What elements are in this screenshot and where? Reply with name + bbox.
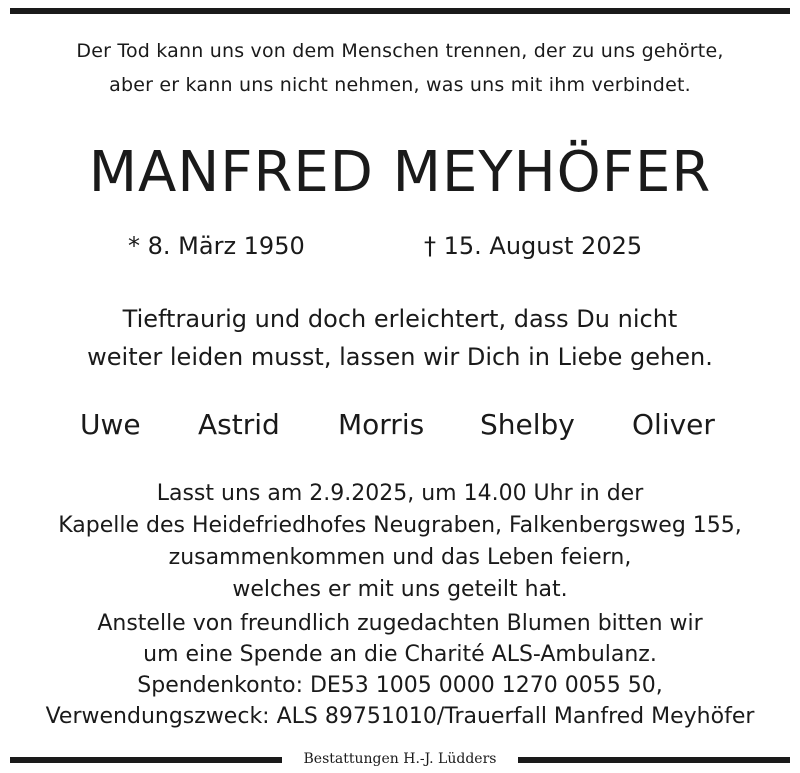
ceremony-line: zusammenkommen und das Leben feiern,: [168, 545, 632, 570]
family-member: Uwe: [80, 408, 141, 441]
top-border-rule: [10, 8, 790, 14]
ceremony-info: [10, 478, 790, 606]
farewell-text: [10, 300, 790, 376]
motto-line: Der Tod kann uns von dem Menschen trennen, der zu uns gehörte,: [76, 40, 724, 62]
undertaker-credit: Bestattungen H.-J. Lüdders: [303, 751, 497, 767]
deceased-name: MANFRED MEYHÖFER: [88, 140, 712, 205]
life-dates: [10, 228, 790, 264]
family-member: Oliver: [632, 408, 715, 441]
donation-info: [10, 608, 790, 732]
motto-line: aber er kann uns nicht nehmen, was uns mit ihm verbindet.: [109, 74, 691, 96]
motto-quote: [10, 34, 790, 102]
farewell-line: Tieftraurig und doch erleichtert, dass Du nicht: [122, 305, 678, 333]
ceremony-line: Kapelle des Heidefriedhofes Neugraben, Falkenbergsweg 155,: [58, 513, 742, 538]
family-members: [10, 404, 790, 446]
ceremony-line: Lasst uns am 2.9.2025, um 14.00 Uhr in der: [156, 481, 644, 506]
ceremony-line: welches er mit uns geteilt hat.: [232, 577, 568, 602]
family-member: Shelby: [480, 408, 575, 441]
donation-line: Anstelle von freundlich zugedachten Blumen bitten wir: [97, 611, 703, 636]
donation-line: Verwendungszweck: ALS 89751010/Trauerfall Manfred Meyhöfer: [45, 704, 755, 729]
death-date: † 15. August 2025: [424, 232, 643, 260]
birth-date: * 8. März 1950: [128, 232, 305, 260]
donation-line: Spendenkonto: DE53 1005 0000 1270 0055 50,: [137, 673, 663, 698]
family-member: Morris: [338, 408, 425, 441]
family-member: Astrid: [198, 408, 280, 441]
obituary-notice: [10, 8, 790, 767]
donation-line: um eine Spende an die Charité ALS-Ambulanz.: [143, 642, 657, 667]
farewell-line: weiter leiden musst, lassen wir Dich in Liebe gehen.: [87, 343, 713, 371]
